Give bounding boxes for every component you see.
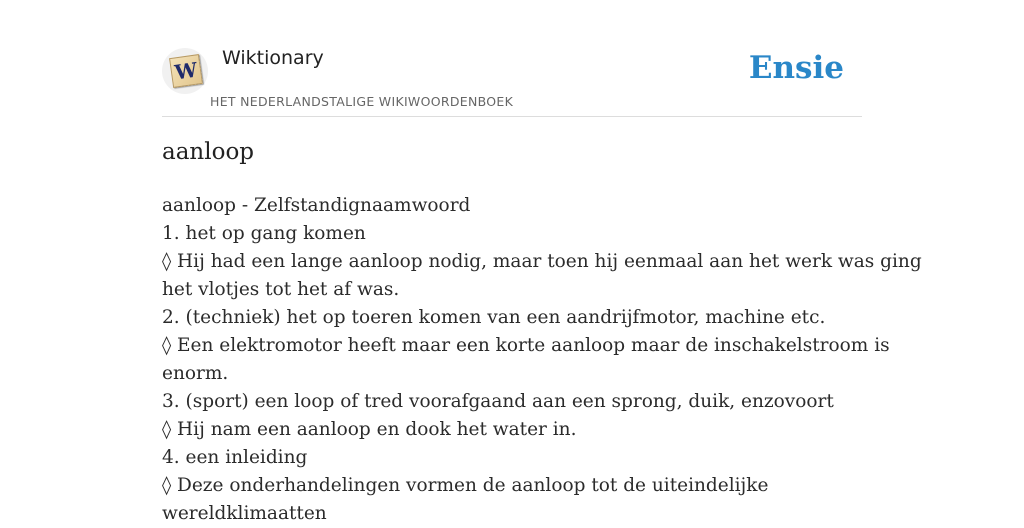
definition-example: ◊ Hij had een lange aanloop nodig, maar toen hij eenmaal aan het werk was ging bbox=[162, 251, 922, 272]
wiktionary-logo-icon: W bbox=[169, 54, 203, 88]
definition-sense: 3. (sport) een loop of tred voorafgaand aan een sprong, duik, enzovoort bbox=[162, 391, 834, 412]
definition-example: ◊ Deze onderhandelingen vormen de aanloop tot de uiteindelijke bbox=[162, 475, 769, 496]
page-title: aanloop bbox=[162, 139, 255, 165]
definition-example: wereldklimaatten bbox=[162, 503, 327, 524]
definition-example: ◊ Hij nam een aanloop en dook het water in. bbox=[162, 419, 577, 440]
definition-sense: 2. (techniek) het op toeren komen van een aandrijfmotor, machine etc. bbox=[162, 307, 826, 328]
definition-heading: aanloop - Zelfstandignaamwoord bbox=[162, 195, 471, 216]
definition-example: ◊ Een elektromotor heeft maar een korte aanloop maar de inschakelstroom is bbox=[162, 335, 890, 356]
definition-example: enorm. bbox=[162, 363, 229, 384]
definition-sense: 1. het op gang komen bbox=[162, 223, 366, 244]
wiktionary-logo[interactable] bbox=[162, 48, 208, 94]
ensie-brand-link[interactable]: Ensie bbox=[748, 50, 844, 86]
definition-example: het vlotjes tot het af was. bbox=[162, 279, 400, 300]
site-header bbox=[162, 0, 862, 117]
definition-body bbox=[162, 192, 922, 528]
site-title[interactable]: Wiktionary bbox=[222, 47, 324, 69]
site-subtitle: HET NEDERLANDSTALIGE WIKIWOORDENBOEK bbox=[210, 94, 514, 109]
definition-sense: 4. een inleiding bbox=[162, 447, 308, 468]
